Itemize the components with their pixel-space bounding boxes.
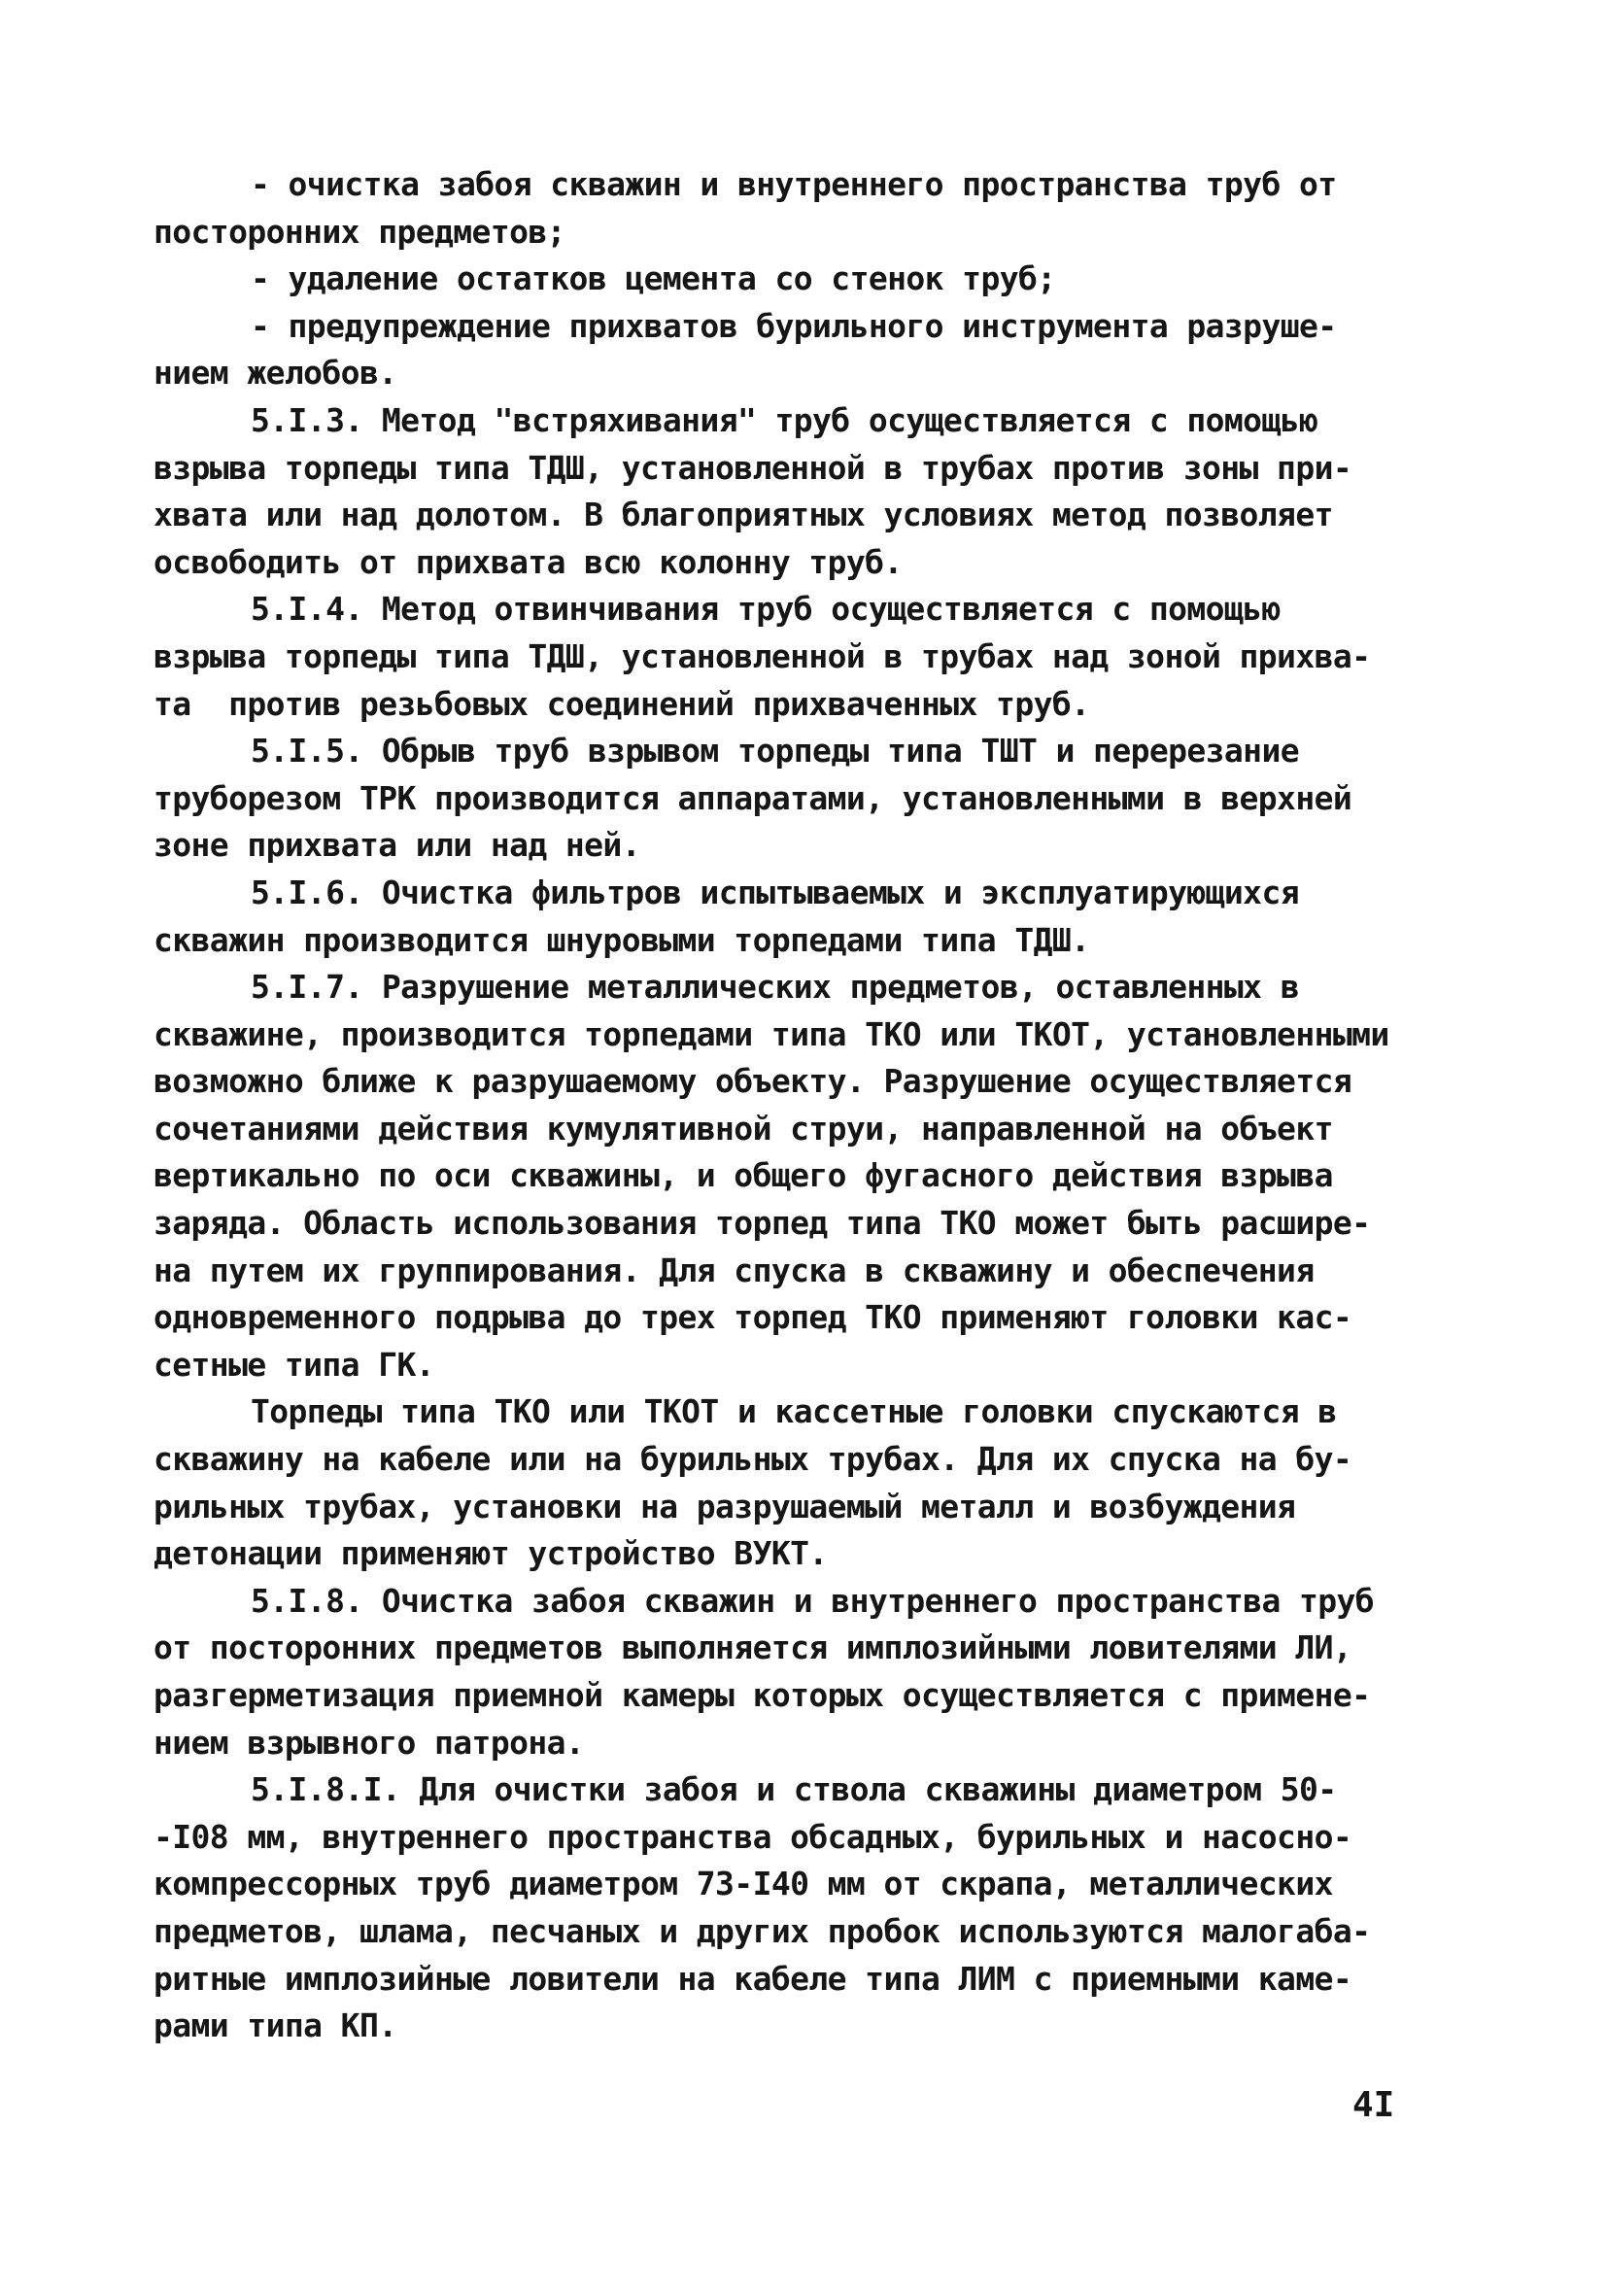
text-line: та против резьбовых соединений прихваченных труб.	[154, 684, 1090, 723]
body-text	[154, 161, 1475, 2050]
text-line: вертикально по оси скважины, и общего фугасного действия взрыва	[154, 1156, 1333, 1195]
text-line: заряда. Область использования торпед типа ТКО может быть расшире-	[154, 1204, 1371, 1243]
text-line: нием желобов.	[154, 354, 397, 393]
text-line: возможно ближе к разрушаемому объекту. Разрушение осуществляется	[154, 1062, 1352, 1101]
text-line: ритные имплозийные ловители на кабеле типа ЛИМ с приемными каме-	[154, 1959, 1352, 1998]
text-line: сочетаниями действия кумулятивной струи, направленной на объект	[154, 1109, 1333, 1148]
text-line: 5.I.3. Метод "встряхивания" труб осуществляется с помощью	[251, 400, 1318, 439]
text-line: 5.I.8.I. Для очистки забоя и ствола скважины диаметром 50-	[251, 1770, 1337, 1809]
text-line: труборезом ТРК производится аппаратами, установленными в верхней	[154, 778, 1352, 817]
text-line: освободить от прихвата всю колонну труб.	[154, 542, 903, 581]
text-line: нием взрывного патрона.	[154, 1723, 585, 1762]
text-line: разгерметизация приемной камеры которых осуществляется с примене-	[154, 1676, 1371, 1714]
text-line: зоне прихвата или над ней.	[154, 826, 640, 865]
text-line: хвата или над долотом. В благоприятных условиях метод позволяет	[154, 496, 1333, 534]
page-number: 4I	[1352, 2085, 1395, 2125]
text-line: взрыва торпеды типа ТДШ, установленной в трубах над зоной прихва-	[154, 636, 1371, 675]
text-line: 5.I.7. Разрушение металлических предметов, оставленных в	[251, 968, 1299, 1007]
text-line: на путем их группирования. Для спуска в скважину и обеспечения	[154, 1251, 1315, 1289]
text-line: предметов, шлама, песчаных и других пробок используются малогаба-	[154, 1911, 1371, 1950]
text-line: одновременного подрыва до трех торпед ТКО применяют головки кас-	[154, 1298, 1352, 1337]
text-line: взрыва торпеды типа ТДШ, установленной в трубах против зоны при-	[154, 448, 1352, 487]
text-line: посторонних предметов;	[154, 212, 565, 251]
text-line: -I08 мм, внутреннего пространства обсадных, бурильных и насосно-	[154, 1817, 1352, 1856]
text-line: Торпеды типа ТКО или ТКОТ и кассетные головки спускаются в	[251, 1392, 1337, 1431]
text-line: от посторонних предметов выполняется имплозийными ловителями ЛИ,	[154, 1628, 1352, 1667]
text-line: скважин производится шнуровыми торпедами типа ТДШ.	[154, 920, 1090, 959]
text-line: скважине, производится торпедами типа ТКО или ТКОТ, установленными	[154, 1014, 1389, 1053]
text-line: - удаление остатков цемента со стенок труб;	[251, 259, 1056, 298]
text-line: рильных трубах, установки на разрушаемый металл и возбуждения	[154, 1487, 1296, 1525]
text-line: рами типа КП.	[154, 2006, 397, 2045]
text-line: скважину на кабеле или на бурильных трубах. Для их спуска на бу-	[154, 1440, 1352, 1479]
text-line: 5.I.4. Метод отвинчивания труб осуществляется с помощью	[251, 590, 1281, 629]
text-line: сетные типа ГК.	[154, 1345, 435, 1384]
text-line: - очистка забоя скважин и внутреннего пространства труб от	[251, 165, 1337, 203]
text-line: 5.I.5. Обрыв труб взрывом торпеды типа ТШТ и перерезание	[251, 732, 1299, 771]
text-line: детонации применяют устройство ВУКТ.	[154, 1534, 828, 1573]
text-line: компрессорных труб диаметром 73-I40 мм от скрапа, металлических	[154, 1865, 1333, 1903]
text-line: - предупреждение прихватов бурильного инструмента разруше-	[251, 306, 1337, 345]
text-line: 5.I.8. Очистка забоя скважин и внутреннего пространства труб	[251, 1581, 1375, 1620]
text-line: 5.I.6. Очистка фильтров испытываемых и эксплуатирующихся	[251, 873, 1299, 911]
